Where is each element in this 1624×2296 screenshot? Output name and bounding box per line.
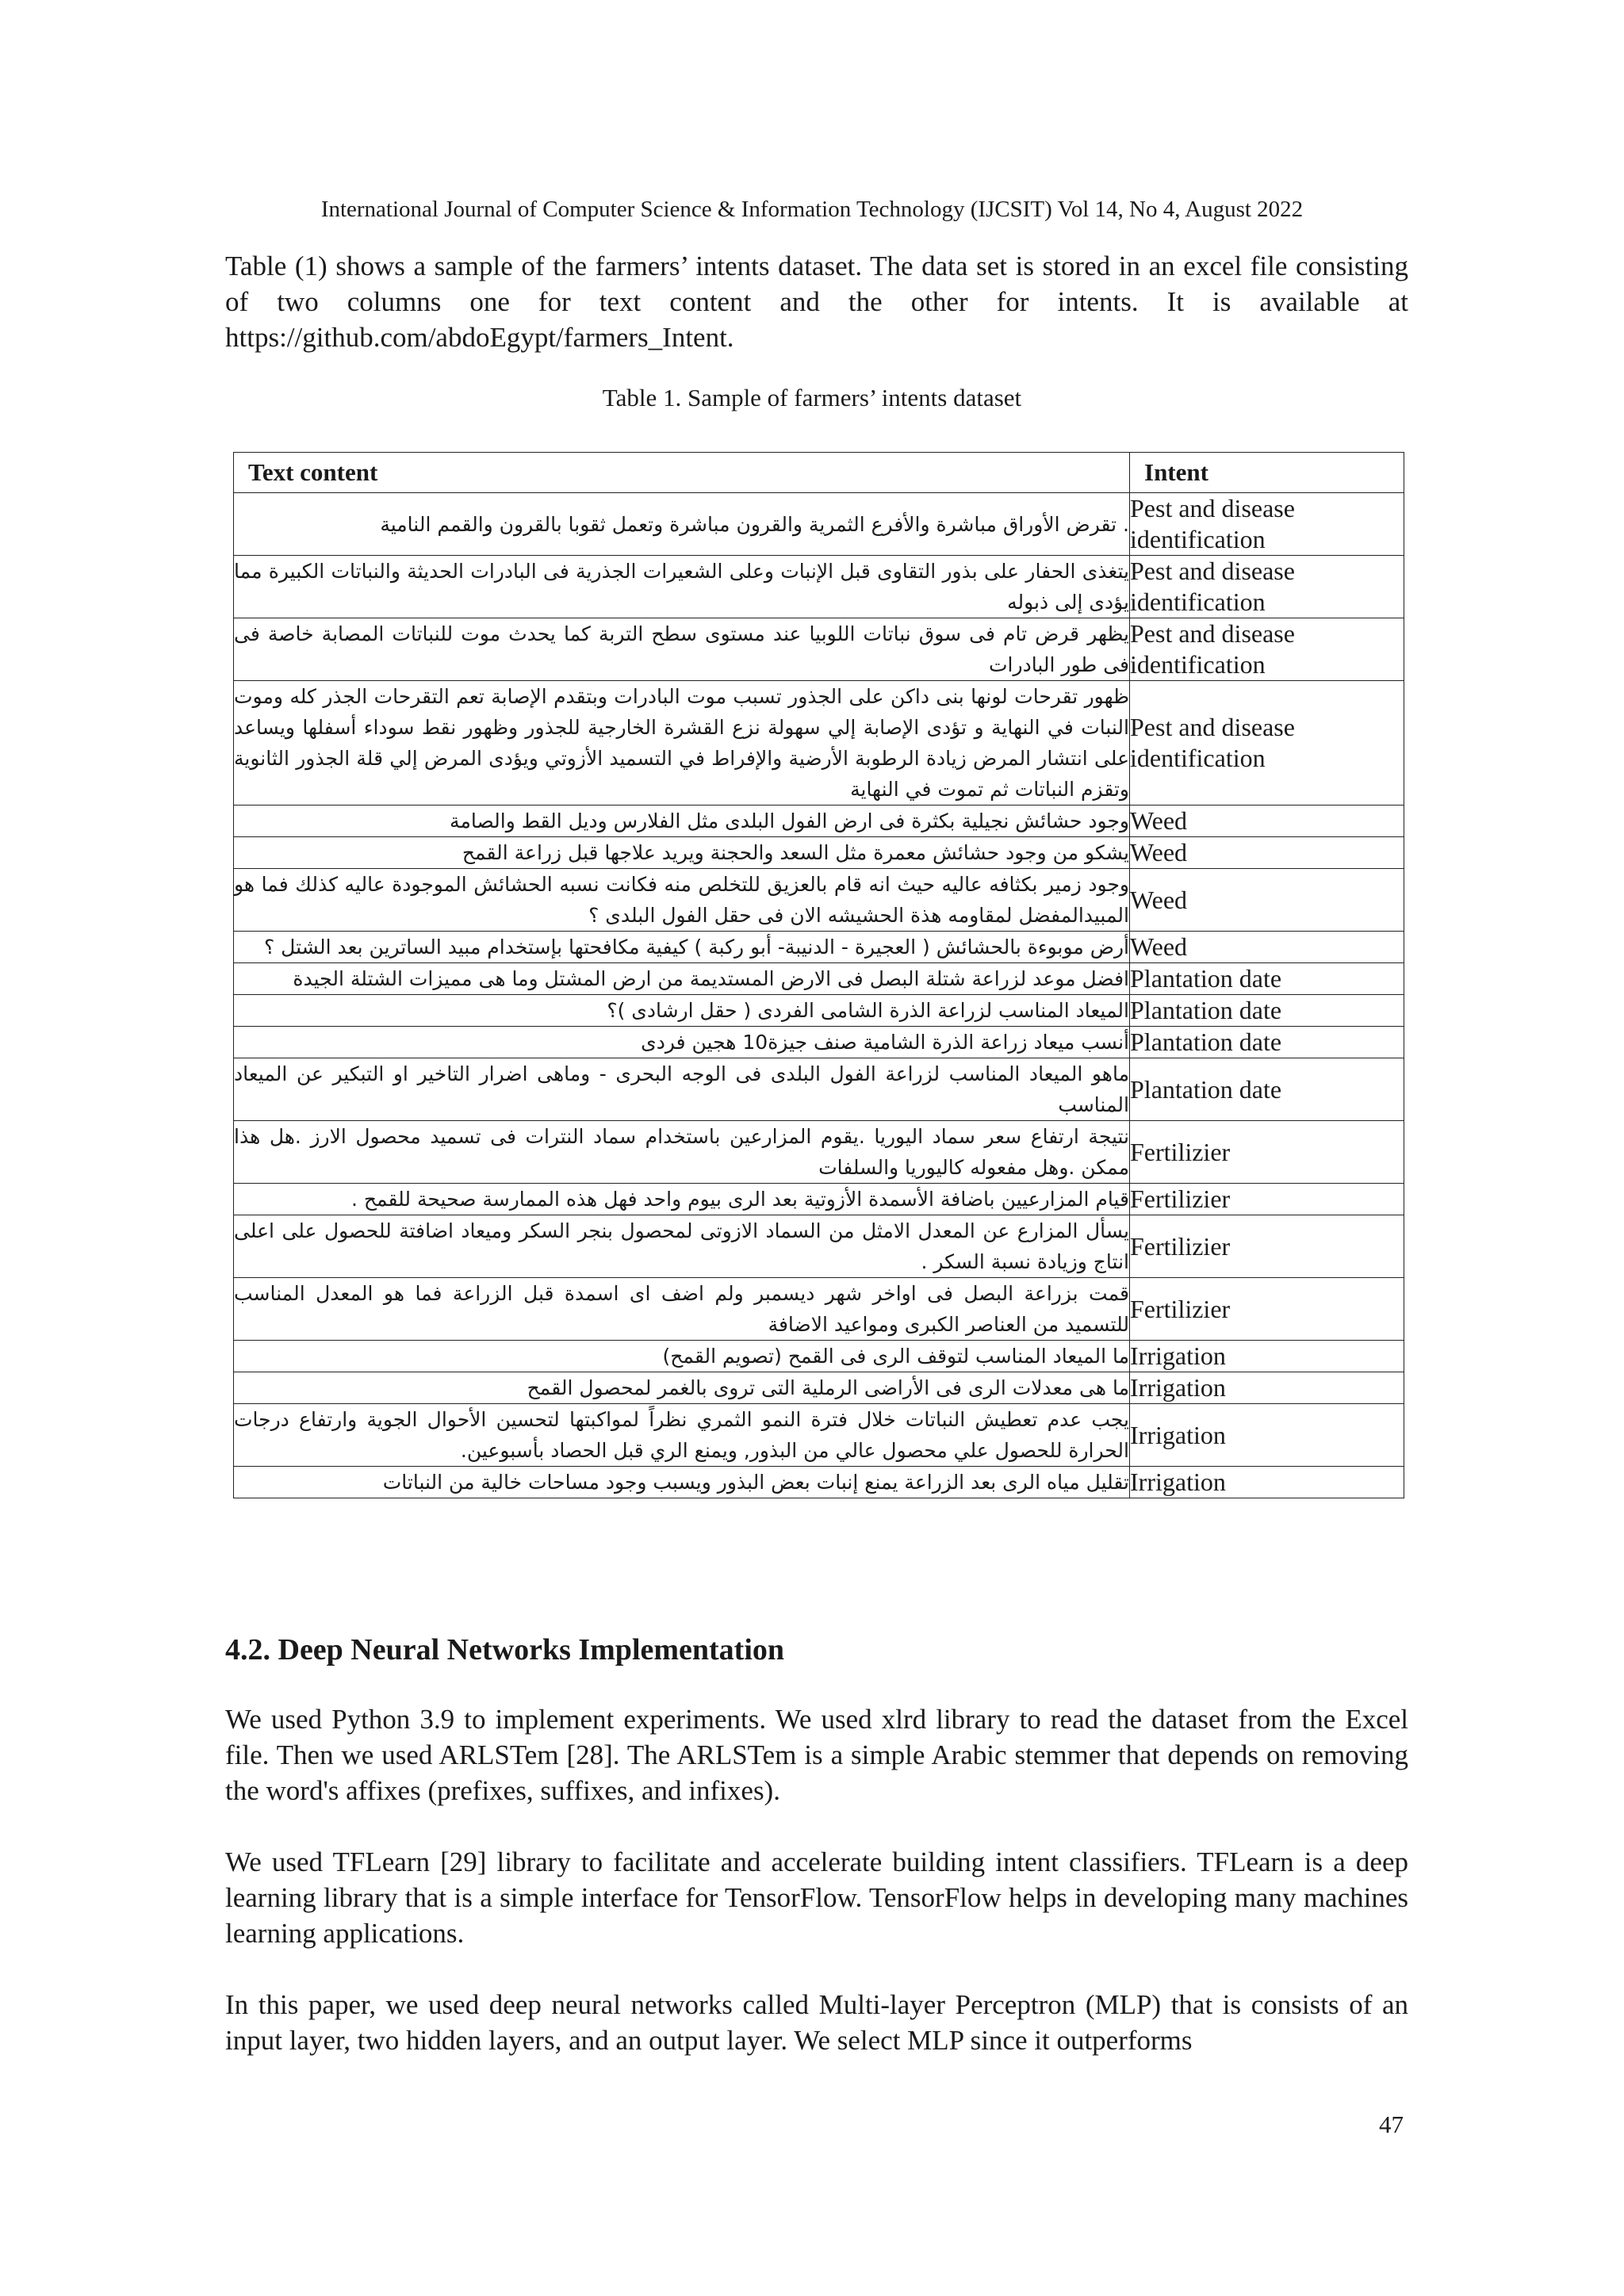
paragraph-python: We used Python 3.9 to implement experiments. We used xlrd library to read the dataset from the Excel file. Then we used ARLSTem [28]. The ARLSTem is a simple Arabic stemmer that depends on removing the word's affixes (prefixes, suffixes, and infixes). — [225, 1704, 1408, 1806]
table-body — [234, 493, 1404, 1498]
page-number: 47 — [1379, 2110, 1404, 2138]
table-row — [234, 1215, 1404, 1278]
table-row — [234, 932, 1404, 963]
column-header-text: Text content — [234, 453, 1130, 493]
paragraph-mlp: In this paper, we used deep neural networks called Multi-layer Perceptron (MLP) that is consists of an input layer, two hidden layers, and an output layer. We select MLP since it outperforms — [225, 1989, 1408, 2056]
intent-cell: Fertilizier — [1130, 1184, 1404, 1215]
table-row — [234, 1372, 1404, 1404]
intent-cell: Plantation date — [1130, 995, 1404, 1027]
table-row — [234, 1278, 1404, 1341]
text-content-cell: ماهو الميعاد المناسب لزراعة الفول البلدى فى الوجه البحرى - وماهى اضرار التاخير او التبكير عن الميعاد المناسب — [234, 1058, 1130, 1121]
table-row — [234, 1404, 1404, 1467]
table-row — [234, 1341, 1404, 1372]
text-content-cell: يسأل المزارع عن المعدل الامثل من السماد الازوتى لمحصول بنجر السكر وميعاد اضافتة للحصول على اعلى انتاج وزيادة نسبة السكر . — [234, 1215, 1130, 1278]
text-content-cell: يشكو من وجود حشائش معمرة مثل السعد والحجنة ويريد علاجها قبل زراعة القمح — [234, 837, 1130, 869]
intent-cell: Plantation date — [1130, 1058, 1404, 1121]
text-content-cell: الميعاد المناسب لزراعة الذرة الشامى الفردى ( حقل ارشادى )؟ — [234, 995, 1130, 1027]
column-header-intent: Intent — [1130, 453, 1404, 493]
intent-cell: Irrigation — [1130, 1372, 1404, 1404]
table-row — [234, 1184, 1404, 1215]
text-content-cell: ظهور تقرحات لونها بنى داكن على الجذور تسبب موت البادرات وبتقدم الإصابة تعم التقرحات الجذر كله وموت النبات في النهاية و تؤدى الإصابة إلي سهولة نزع القشرة الخارجية للجذور وظهور نقط سوداء أسفلها ويساعد على انتشار المرض زيادة الرطوبة الأرضية والإفراط في التسميد الأزوتي ويؤدى المرض إلي قلة الجذور الثانوية وتقزم النباتات ثم تموت في النهاية — [234, 681, 1130, 806]
intent-cell: Plantation date — [1130, 963, 1404, 995]
text-content-cell: ما الميعاد المناسب لتوقف الرى فى القمح (تصويم القمح) — [234, 1341, 1130, 1372]
table-caption: Table 1. Sample of farmers’ intents dataset — [602, 384, 1022, 411]
intent-cell: Irrigation — [1130, 1341, 1404, 1372]
intent-cell: Pest and disease identification — [1130, 681, 1404, 806]
text-content-cell: أرض موبوءة بالحشائش ( العجيرة - الدنيبة- أبو ركبة ) كيفية مكافحتها بإستخدام مبيد الساترين بعد الشتل ؟ — [234, 932, 1130, 963]
text-content-cell: افضل موعد لزراعة شتلة البصل فى الارض المستديمة من ارض المشتل وما هى مميزات الشتلة الجيدة — [234, 963, 1130, 995]
text-content-cell: . تقرض الأوراق مباشرة والأفرع الثمرية والقرون مباشرة وتعمل ثقوبا بالقرون والقمم النامية — [234, 493, 1130, 556]
table-row — [234, 1121, 1404, 1184]
text-content-cell: يظهر قرض تام فى سوق نباتات اللوبيا عند مستوى سطح التربة كما يحدث موت للنباتات المصابة خاصة فى فى طور البادرات — [234, 618, 1130, 681]
intent-cell: Weed — [1130, 932, 1404, 963]
text-content-cell: نتيجة ارتفاع سعر سماد اليوريا .يقوم المزارعين باستخدام سماد النترات فى تسميد محصول الارز .هل هذا ممكن .وهل مفعوله كاليوريا والسلفات — [234, 1121, 1130, 1184]
intent-cell: Plantation date — [1130, 1027, 1404, 1058]
table-row — [234, 556, 1404, 618]
text-content-cell: أنسب ميعاد زراعة الذرة الشامية صنف جيزة10 هجين فردى — [234, 1027, 1130, 1058]
intent-cell: Fertilizier — [1130, 1215, 1404, 1278]
table-row — [234, 1027, 1404, 1058]
section-heading: 4.2. Deep Neural Networks Implementation — [225, 1633, 785, 1667]
table-header-row — [234, 453, 1404, 493]
table-row — [234, 1058, 1404, 1121]
table-row — [234, 806, 1404, 837]
text-content-cell: يتغذى الحفار على بذور التقاوى قبل الإنبات وعلى الشعيرات الجذرية فى البادرات الحديثة والنباتات الكبيرة مما يؤدى إلى ذبوله — [234, 556, 1130, 618]
table-row — [234, 869, 1404, 932]
paragraph-tflearn: We used TFLearn [29] library to facilitate and accelerate building intent classifiers. TFLearn is a deep learning library that is a simple interface for TensorFlow. TensorFlow helps in developing many machines learning applications. — [225, 1846, 1408, 1949]
intent-cell: Pest and disease identification — [1130, 556, 1404, 618]
text-content-cell: يجب عدم تعطيش النباتات خلال فترة النمو الثمري نظراً لمواكبتها لتحسين الأحوال الجوية وارتفاع درجات الحرارة للحصول علي محصول عالي من البذور, ويمنع الري قبل الحصاد بأسبوعين. — [234, 1404, 1130, 1467]
text-content-cell: وجود زمير بكثافه عاليه حيث انه قام بالعزيق للتخلص منه فكانت نسبه الحشائش الموجودة عاليه كذلك فما هو المبيدالمفضل لمقاومه هذة الحشيشه الان فى حقل الفول البلدى ؟ — [234, 869, 1130, 932]
intent-cell: Pest and disease identification — [1130, 618, 1404, 681]
intent-cell: Weed — [1130, 837, 1404, 869]
table-row — [234, 995, 1404, 1027]
intent-cell: Irrigation — [1130, 1404, 1404, 1467]
text-content-cell: تقليل مياه الرى بعد الزراعة يمنع إنبات بعض البذور ويسبب وجود مساحات خالية من النباتات — [234, 1467, 1130, 1498]
text-content-cell: وجود حشائش نجيلية بكثرة فى ارض الفول البلدى مثل الفلارس وديل القط والصامة — [234, 806, 1130, 837]
intent-cell: Pest and disease identification — [1130, 493, 1404, 556]
intent-cell: Fertilizier — [1130, 1121, 1404, 1184]
journal-header: International Journal of Computer Science & Information Technology (IJCSIT) Vol 14, No 4, August 2022 — [320, 197, 1304, 222]
intro-paragraph: Table (1) shows a sample of the farmers’ intents dataset. The data set is stored in an excel file consisting of two columns one for text content and the other for intents. It is available at https://github.com/abdoEgypt/farmers_Intent. — [225, 251, 1408, 353]
intent-cell: Irrigation — [1130, 1467, 1404, 1498]
table-row — [234, 1467, 1404, 1498]
table-row — [234, 493, 1404, 556]
intent-cell: Weed — [1130, 869, 1404, 932]
text-content-cell: ما هى معدلات الرى فى الأراضى الرملية التى تروى بالغمر لمحصول القمح — [234, 1372, 1130, 1404]
text-content-cell: قمت بزراعة البصل فى اواخر شهر ديسمبر ولم اضف اى اسمدة قبل الزراعة فما هو المعدل المناسب للتسميد من العناصر الكبرى ومواعيد الاضافة — [234, 1278, 1130, 1341]
intent-cell: Weed — [1130, 806, 1404, 837]
intents-table — [233, 452, 1404, 1498]
table-row — [234, 837, 1404, 869]
text-content-cell: قيام المزارعيين باضافة الأسمدة الأزوتية بعد الرى بيوم واحد فهل هذه الممارسة صحيحة للقمح . — [234, 1184, 1130, 1215]
table-row — [234, 963, 1404, 995]
table-row — [234, 681, 1404, 806]
intent-cell: Fertilizier — [1130, 1278, 1404, 1341]
table-row — [234, 618, 1404, 681]
